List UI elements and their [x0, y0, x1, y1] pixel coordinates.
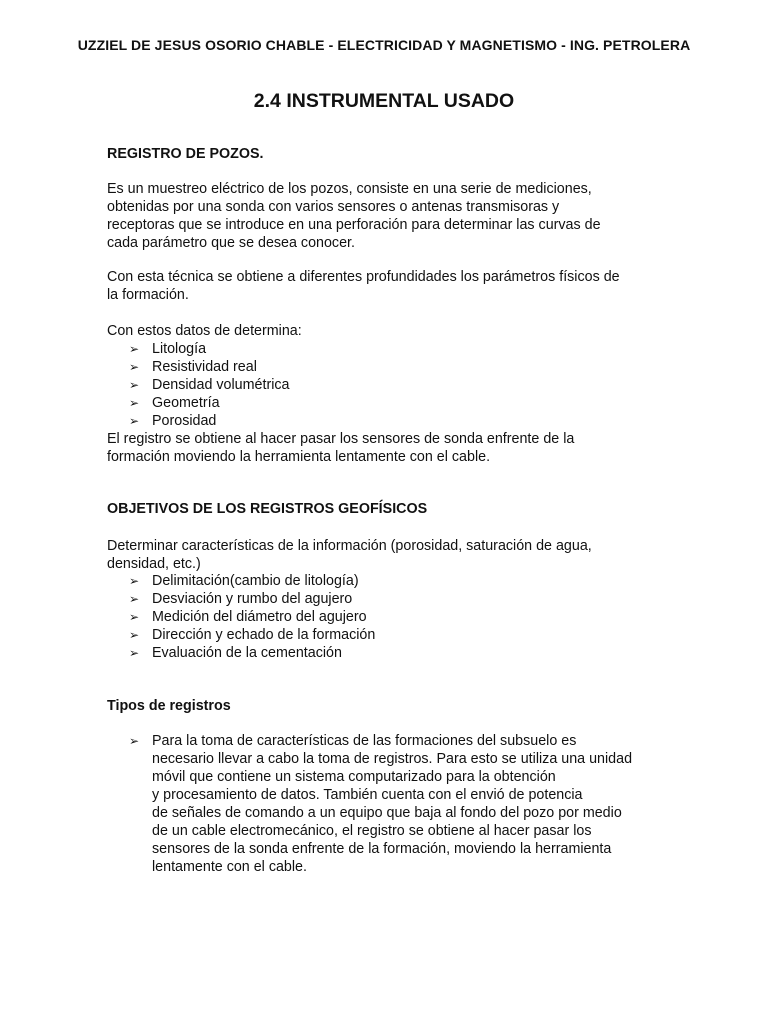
paragraph-determinar — [107, 537, 647, 573]
paragraph-line: obtenidas por una sonda con varios sensores o antenas transmisoras y — [107, 199, 560, 215]
arrow-bullet-icon: ➢ — [129, 414, 140, 428]
list-intro: Con estos datos de determina: — [107, 323, 302, 339]
paragraph-line: necesario llevar a cabo la toma de registros. Para esto se utiliza una unidad — [152, 751, 633, 767]
paragraph-line: y procesamiento de datos. También cuenta con el envió de potencia — [152, 787, 583, 803]
list-item — [129, 358, 289, 376]
paragraph-muestreo — [107, 180, 647, 252]
paragraph-line: Determinar características de la información (porosidad, saturación de agua, — [107, 538, 592, 554]
list-item — [129, 732, 632, 876]
list-item — [129, 644, 375, 662]
list-item — [129, 608, 375, 626]
paragraph-line: móvil que contiene un sistema computarizado para la obtención — [152, 769, 556, 785]
paragraph-line: densidad, etc.) — [107, 556, 201, 572]
paragraph-line: formación moviendo la herramienta lentamente con el cable. — [107, 449, 491, 465]
section-heading-objetivos: OBJETIVOS DE LOS REGISTROS GEOFÍSICOS — [107, 501, 428, 517]
list-item-label: Litología — [152, 341, 207, 357]
parametros-list — [129, 340, 289, 430]
arrow-bullet-icon: ➢ — [129, 574, 140, 588]
paragraph-tecnica — [107, 268, 647, 304]
objetivos-list — [129, 572, 375, 662]
list-item — [129, 394, 289, 412]
paragraph-line: lentamente con el cable. — [152, 859, 307, 875]
list-item — [129, 590, 375, 608]
list-item-label: Porosidad — [152, 413, 217, 429]
paragraph-line: Para la toma de características de las formaciones del subsuelo es — [152, 733, 577, 749]
arrow-bullet-icon: ➢ — [129, 378, 140, 392]
list-item — [129, 626, 375, 644]
section-heading-registro-de-pozos: REGISTRO DE POZOS. — [107, 146, 264, 162]
arrow-bullet-icon: ➢ — [129, 592, 140, 606]
paragraph-line: receptoras que se introduce en una perforación para determinar las curvas de — [107, 217, 601, 233]
paragraph-line: Es un muestreo eléctrico de los pozos, consiste en una serie de mediciones, — [107, 181, 592, 197]
list-item — [129, 376, 289, 394]
list-item-label: Dirección y echado de la formación — [152, 627, 376, 643]
list-item-paragraph — [152, 732, 632, 876]
paragraph-line: de un cable electromecánico, el registro se obtiene al hacer pasar los — [152, 823, 592, 839]
page-title: 2.4 INSTRUMENTAL USADO — [253, 90, 515, 112]
arrow-bullet-icon: ➢ — [129, 610, 140, 624]
list-item-label: Densidad volumétrica — [152, 377, 290, 393]
paragraph-line: la formación. — [107, 287, 189, 303]
list-item-label: Desviación y rumbo del agujero — [152, 591, 353, 607]
arrow-bullet-icon: ➢ — [129, 646, 140, 660]
list-item-label: Geometría — [152, 395, 220, 411]
paragraph-registro — [107, 430, 647, 466]
running-header: UZZIEL DE JESUS OSORIO CHABLE - ELECTRICIDAD Y MAGNETISMO - ING. PETROLERA — [77, 37, 691, 53]
list-item-label: Medición del diámetro del agujero — [152, 609, 367, 625]
list-item — [129, 340, 289, 358]
paragraph-line: El registro se obtiene al hacer pasar los sensores de sonda enfrente de la — [107, 431, 575, 447]
arrow-bullet-icon: ➢ — [129, 734, 140, 748]
paragraph-line: de señales de comando a un equipo que baja al fondo del pozo por medio — [152, 805, 622, 821]
arrow-bullet-icon: ➢ — [129, 628, 140, 642]
arrow-bullet-icon: ➢ — [129, 396, 140, 410]
section-heading-tipos: Tipos de registros — [107, 698, 231, 714]
arrow-bullet-icon: ➢ — [129, 342, 140, 356]
paragraph-line: cada parámetro que se desea conocer. — [107, 235, 355, 251]
list-item-label: Evaluación de la cementación — [152, 645, 342, 661]
list-item-label: Resistividad real — [152, 359, 257, 375]
arrow-bullet-icon: ➢ — [129, 360, 140, 374]
list-item — [129, 412, 289, 430]
list-item — [129, 572, 375, 590]
paragraph-line: sensores de la sonda enfrente de la formación, moviendo la herramienta — [152, 841, 612, 857]
list-item-label: Delimitación(cambio de litología) — [152, 573, 359, 589]
paragraph-line: Con esta técnica se obtiene a diferentes profundidades los parámetros físicos de — [107, 269, 620, 285]
